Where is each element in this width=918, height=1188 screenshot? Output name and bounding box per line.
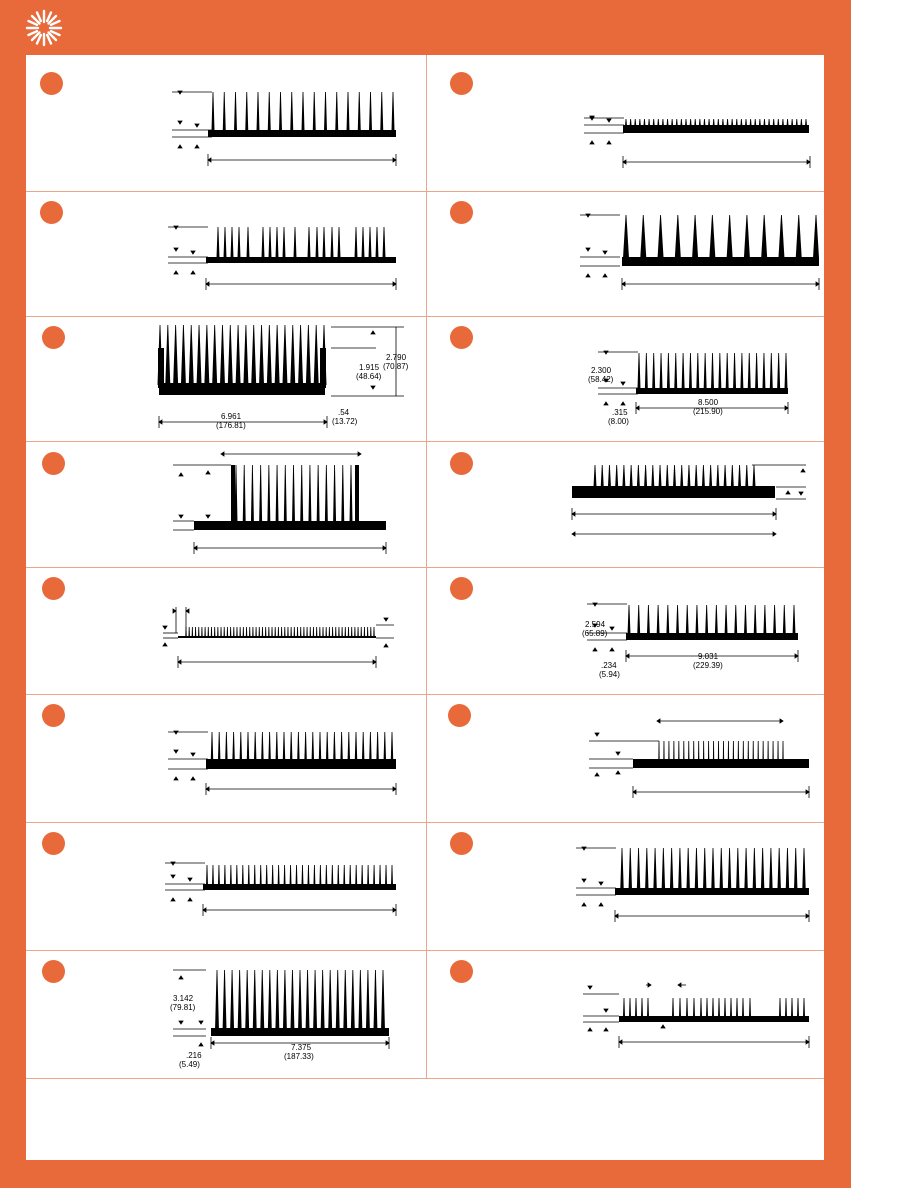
p5-base-in: .54 [338, 408, 350, 417]
p5-base-mm: (13.72) [332, 417, 358, 426]
p5-width-in: 6.961 [221, 412, 242, 421]
p10-height-in: 2.594 [585, 620, 606, 629]
p15-width-in: 7.375 [291, 1043, 312, 1052]
p6-base-in: .315 [612, 408, 628, 417]
p10-width-in: 9.031 [698, 652, 719, 661]
page-margin [851, 0, 918, 1188]
p10-base-mm: (5.94) [599, 670, 620, 679]
p15-base-mm: (5.49) [179, 1060, 200, 1069]
p5-fin-mm: (48.64) [356, 372, 382, 381]
p10-width-mm: (229.39) [693, 661, 723, 670]
p6-height-mm: (58.42) [588, 375, 614, 384]
p5-height-in: 2.790 [386, 353, 407, 362]
p6-width-mm: (215.90) [693, 407, 723, 416]
p15-height-in: 3.142 [173, 994, 194, 1003]
starburst-logo-icon [24, 8, 64, 48]
p10-base-in: .234 [601, 661, 617, 670]
profile-catalog-panel [26, 55, 824, 1160]
p15-base-in: .216 [186, 1051, 202, 1060]
p6-base-mm: (8.00) [608, 417, 629, 426]
p10-height-mm: (65.89) [582, 629, 608, 638]
p5-fin-in: 1.915 [359, 363, 380, 372]
p5-width-mm: (176.81) [216, 421, 246, 430]
heatsink-drawings [26, 55, 824, 1160]
p6-width-in: 8.500 [698, 398, 719, 407]
p5-height-mm: (70.87) [383, 362, 409, 371]
p15-height-mm: (79.81) [170, 1003, 196, 1012]
p15-width-mm: (187.33) [284, 1052, 314, 1061]
p6-height-in: 2.300 [591, 366, 612, 375]
